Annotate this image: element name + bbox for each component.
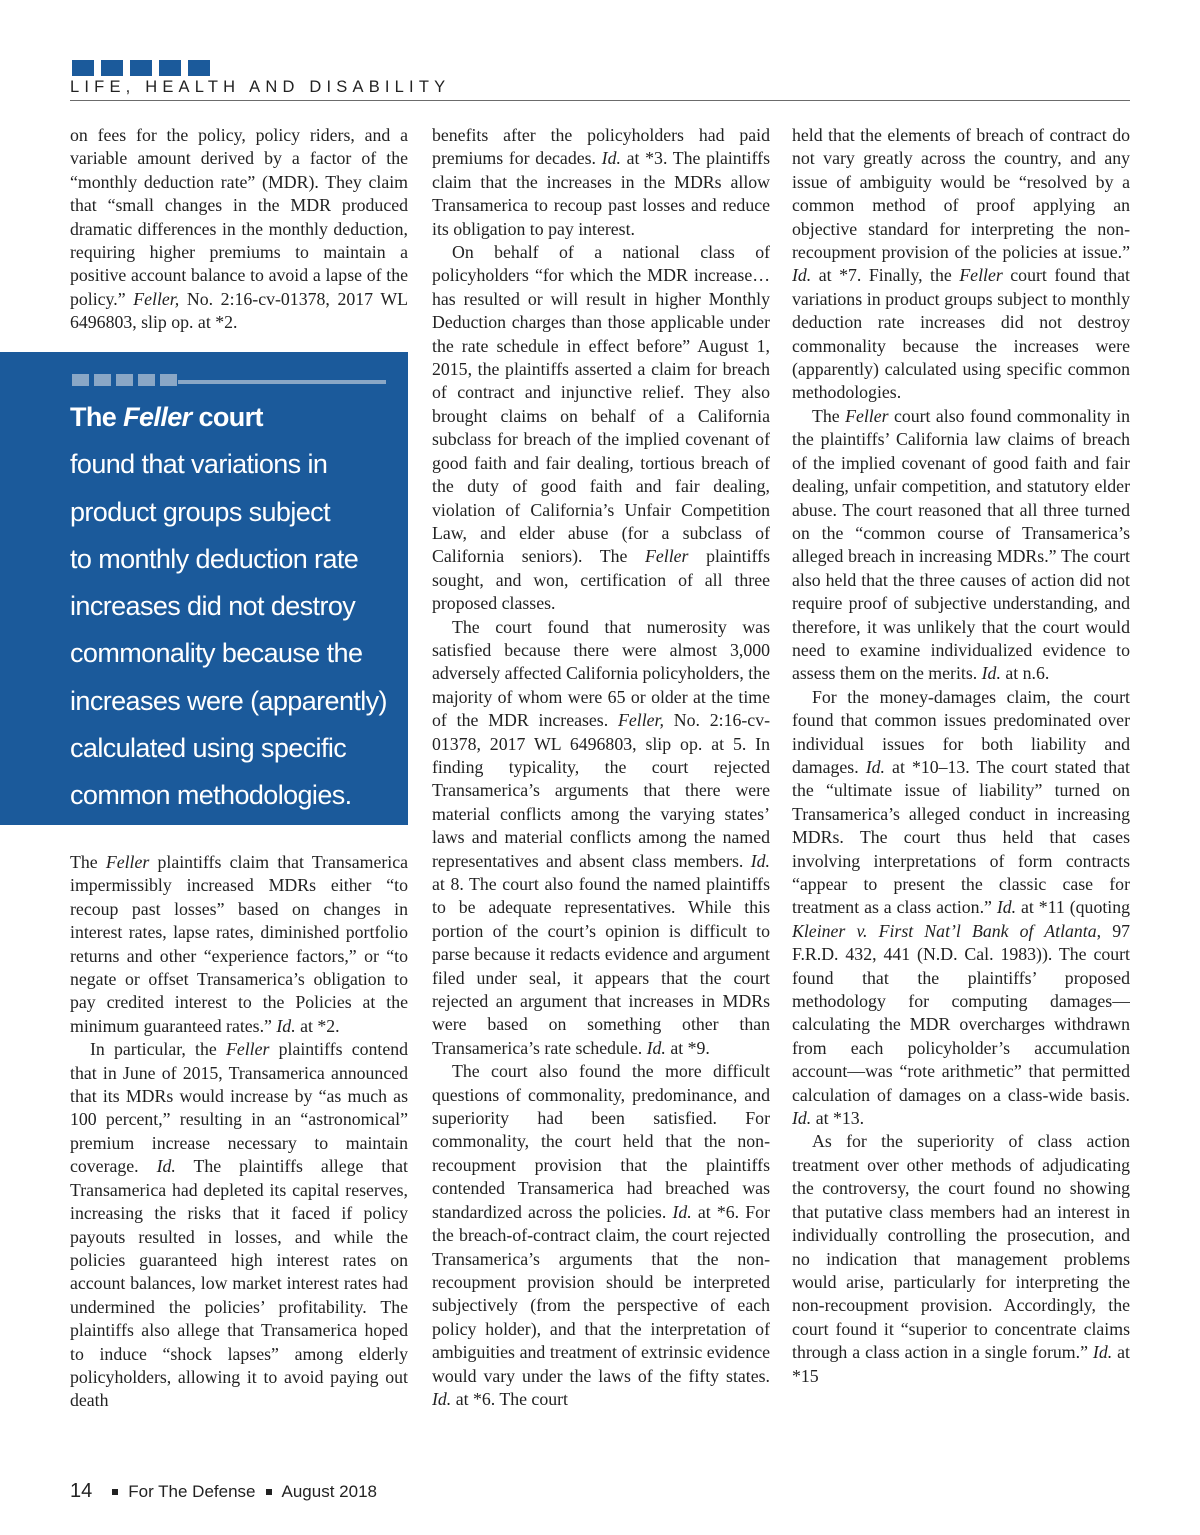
header-square <box>188 60 210 76</box>
text-run: The plaintiffs allege that Transamerica had depleted its capital reserves, increasing the risks that it faced if policy payouts resulted in losses, and while the policies guaranteed high interest rates on account balances, low market interest rates had undermined the policies’ profitability. The plaintiffs also allege that Transamerica hoped to induce “shock lapses” among elderly policyholders, allowing it to avoid paying out death <box>70 1156 408 1411</box>
header-square <box>130 60 152 76</box>
body-paragraph <box>70 124 408 335</box>
pull-quote-line: found that variations in <box>70 449 328 480</box>
pull-quote-square <box>116 374 133 386</box>
italic-run: Feller, <box>133 288 180 309</box>
text-run: held that the elements of breach of contract do not vary greatly across the country, and any issue of ambiguity would be “resolved by a common method of proof applying an objective standard for interpreting the non-recoupment provision of the policies at issue.” <box>792 125 1130 263</box>
body-paragraph <box>432 241 770 616</box>
pull-quote-lead-italic: Feller <box>123 402 192 432</box>
italic-run: Id. <box>432 1388 452 1409</box>
italic-run: Id. <box>1092 1342 1113 1363</box>
page-number: 14 <box>70 1480 93 1502</box>
text-run: The <box>812 405 846 426</box>
text-run: As for the superiority of class action treatment over other methods of adjudicating the controversy, the court found no showing that putative class members had an interest in individually controlling the prosecution, and no indication that management problems would arise, particularly for interpreting the non-recoupment provision. Accordingly, the court found it “superior to concentrate claims through a class action in a single forum.” <box>792 1131 1130 1363</box>
body-paragraph <box>432 616 770 1061</box>
footer-bullet <box>112 1489 118 1495</box>
text-run: In particular, the <box>90 1039 226 1060</box>
text-run: The court also found the more difficult questions of commonality, predominance, and superiority had been satisfied. For commonality, the court held that the non-recoupment provision that the plaintiffs contended Transamerica had breached was standardized across the policies. <box>432 1061 770 1222</box>
italic-run: Feller <box>645 546 689 567</box>
text-run: at *2. <box>295 1015 340 1036</box>
column-2 <box>432 124 770 1454</box>
italic-run: Feller <box>845 405 889 426</box>
text-run: at n.6. <box>1000 663 1050 684</box>
text-run: The court found that numerosity was satisfied because there were almost 3,000 adversely affected California policyholders, the majority of whom were 65 or older at the time of the MDR increases. <box>432 616 770 731</box>
text-run: at *6. For the breach-of-contract claim, the court rejected Transamerica’s arguments that the non-recoupment provision should be interpreted subjectively (from the perspective of each policy holder), and that the interpretation of ambiguities and treatment of extrinsic evidence would vary under the laws of the fifty states. <box>432 1201 770 1386</box>
italic-run: Id. <box>276 1015 296 1036</box>
pull-quote-line: commonality because the <box>70 638 363 669</box>
text-run: at 8. The court also found the named plaintiffs to be adequate representatives. While this portion of the court’s opinion is difficult to parse because it redacts evidence and argument filed under seal, it appears that the court rejected an argument that increases in MDRs were based on something other than Transamerica’s rate schedule. <box>432 874 770 1058</box>
text-run: at *13. <box>811 1108 865 1129</box>
pull-quote-line: increases did not destroy <box>70 591 356 622</box>
text-run: at *9. <box>665 1037 710 1058</box>
text-run: at *6. The court <box>451 1388 568 1409</box>
italic-run: Id. <box>156 1156 176 1177</box>
text-run: For the money-damages claim, the court found that common issues predominated over individual issues for both liability and damages. <box>792 686 1130 777</box>
pull-quote-line: calculated using specific <box>70 733 347 764</box>
pull-quote-square <box>160 374 177 386</box>
italic-run: Id. <box>981 663 1001 684</box>
header-square <box>159 60 181 76</box>
italic-run: Id. <box>996 897 1017 918</box>
text-run: plaintiffs claim that Transamerica impermissibly increased MDRs either “to recoup past losses” based on changes in interest rates, lapse rates, diminished portfolio returns and other “experience factors,” or “to negate or offset Transamerica’s obligation to pay credited interest to the Policies at the minimum guaranteed rates.” <box>70 852 408 1036</box>
italic-run: Id. <box>792 1108 812 1129</box>
text-run: on fees for the policy, policy riders, and a variable amount derived by a factor of the “monthly deduction rate” (MDR). They claim that “small changes in the MDR produced dramatic differences in the monthly deduction, requiring higher premiums to maintain a positive account balance to avoid a lapse of the policy.” <box>70 125 408 309</box>
body-paragraph <box>432 1060 770 1411</box>
italic-run: Feller <box>959 265 1003 286</box>
text-run: No. 2:16-cv-01378, 2017 WL 6496803, slip op. at 5. In finding typicality, the court rejected Transamerica’s arguments that there were material conflicts among the varying states’ laws and material conflicts among the named representatives and absent class members. <box>432 710 770 871</box>
pull-quote-line: increases were (apparently) <box>70 685 387 716</box>
column-3 <box>792 124 1130 1454</box>
page-footer <box>70 1480 377 1503</box>
issue-date: August 2018 <box>281 1481 377 1501</box>
text-run: at *7. Finally, the <box>811 265 960 286</box>
footer-bullet <box>266 1489 272 1495</box>
italic-run: Feller <box>225 1039 270 1060</box>
header-square <box>101 60 123 76</box>
text-run: court found that variations in product groups subject to monthly deduction rate increases did not destroy commonality because the increases were (apparently) calculated using specific common methodologies. <box>792 265 1130 403</box>
header-squares <box>72 60 210 76</box>
body-paragraph <box>792 1130 1130 1387</box>
body-paragraph <box>70 1038 408 1413</box>
text-run: plaintiffs sought, and won, certification of all three proposed classes. <box>432 546 770 614</box>
pull-quote-lead <box>70 394 400 441</box>
column-1-bottom <box>70 851 408 1451</box>
text-run: court also found commonality in the plaintiffs’ California law claims of breach of the implied covenant of good faith and fair dealing, unfair competition, and statutory elder abuse. The court reasoned that all three turned on the “common course of Transamerica’s alleged breach in increasing MDRs.” The court also held that the three causes of action did not require proof of subjective understanding, and therefore, it was unlikely that the court would need to examine individualized evidence to assess them on the merits. <box>792 405 1130 684</box>
italic-run: Id. <box>646 1037 666 1058</box>
pull-quote-bar <box>178 380 386 384</box>
italic-run: Id. <box>601 148 621 169</box>
italic-run: Kleiner v. First Nat’l Bank of Atlanta <box>792 920 1097 941</box>
text-run: at *10–13. The court stated that the “ultimate issue of liability” turned on Transamerica’s alleged conduct in increasing MDRs. The court thus held that cases involving interpretations of form contracts “appear to present the classic case for treatment as a class action.” <box>792 756 1130 918</box>
italic-run: Id. <box>672 1201 692 1222</box>
italic-run: Id. <box>750 850 770 871</box>
text-run: at *15 <box>792 1342 1130 1386</box>
pull-quote-square <box>138 374 155 386</box>
publication-name: For The Defense <box>128 1481 256 1501</box>
section-title: LIFE, HEALTH AND DISABILITY <box>70 78 451 96</box>
body-paragraph <box>70 851 408 1038</box>
pull-quote-squares <box>72 374 177 386</box>
pull-quote-lead-post: court <box>191 402 263 432</box>
pull-quote-lead-pre: The <box>70 402 124 432</box>
column-1-top <box>70 124 408 356</box>
pull-quote-line: common methodologies. <box>70 780 352 811</box>
italic-run: Id. <box>792 265 812 286</box>
body-paragraph <box>792 405 1130 686</box>
text-run: No. 2:16-cv-01378, 2017 WL 6496803, slip op. at *2. <box>70 288 408 333</box>
text-run: The <box>70 852 106 872</box>
body-paragraph <box>792 686 1130 1131</box>
body-paragraph <box>792 124 1130 405</box>
text-run: , 97 F.R.D. 432, 441 (N.D. Cal. 1983)). The court found that the plaintiffs’ proposed methodology for computing damages—calculating the MDR overcharges withdrawn from each policyholder’s accumulation account—was “rote arithmetic” that permitted calculation of damages on a class-wide basis. <box>792 920 1130 1105</box>
text-run: plaintiffs contend that in June of 2015, Transamerica announced that its MDRs would increase by “as much as 100 percent,” resulting in an “astronomical” premium increase necessary to maintain coverage. <box>70 1039 408 1177</box>
italic-run: Feller, <box>618 710 664 731</box>
italic-run: Feller <box>105 852 150 872</box>
pull-quote-square <box>94 374 111 386</box>
italic-run: Id. <box>865 756 885 777</box>
text-run: at *11 (quoting <box>1016 897 1130 918</box>
text-run: On behalf of a national class of policyholders “for which the MDR increase… has resulted or will result in higher Monthly Deduction charges than those applicable under the rate schedule in effect before” August 1, 2015, the plaintiffs asserted a claim for breach of contract and injunctive relief. They also brought claims on behalf of a California subclass for breach of the implied covenant of good faith and fair dealing, tortious breach of the duty of good faith and fair dealing, violation of California’s Unfair Competition Law, and elder abuse (for a subclass of California seniors). The <box>432 242 770 567</box>
text-run: benefits after the policyholders had paid premiums for decades. <box>432 125 770 169</box>
pull-quote-line: product groups subject <box>70 496 330 527</box>
header-square <box>72 60 94 76</box>
pull-quote-line: to monthly deduction rate <box>70 543 359 574</box>
pull-quote-square <box>72 374 89 386</box>
text-run: at *3. The plaintiffs claim that the increases in the MDRs allow Transamerica to recoup past losses and reduce its obligation to pay interest. <box>432 148 770 239</box>
body-paragraph <box>432 124 770 241</box>
pull-quote-text <box>70 394 400 820</box>
pull-quote <box>0 352 408 825</box>
header-rule <box>70 100 1130 101</box>
